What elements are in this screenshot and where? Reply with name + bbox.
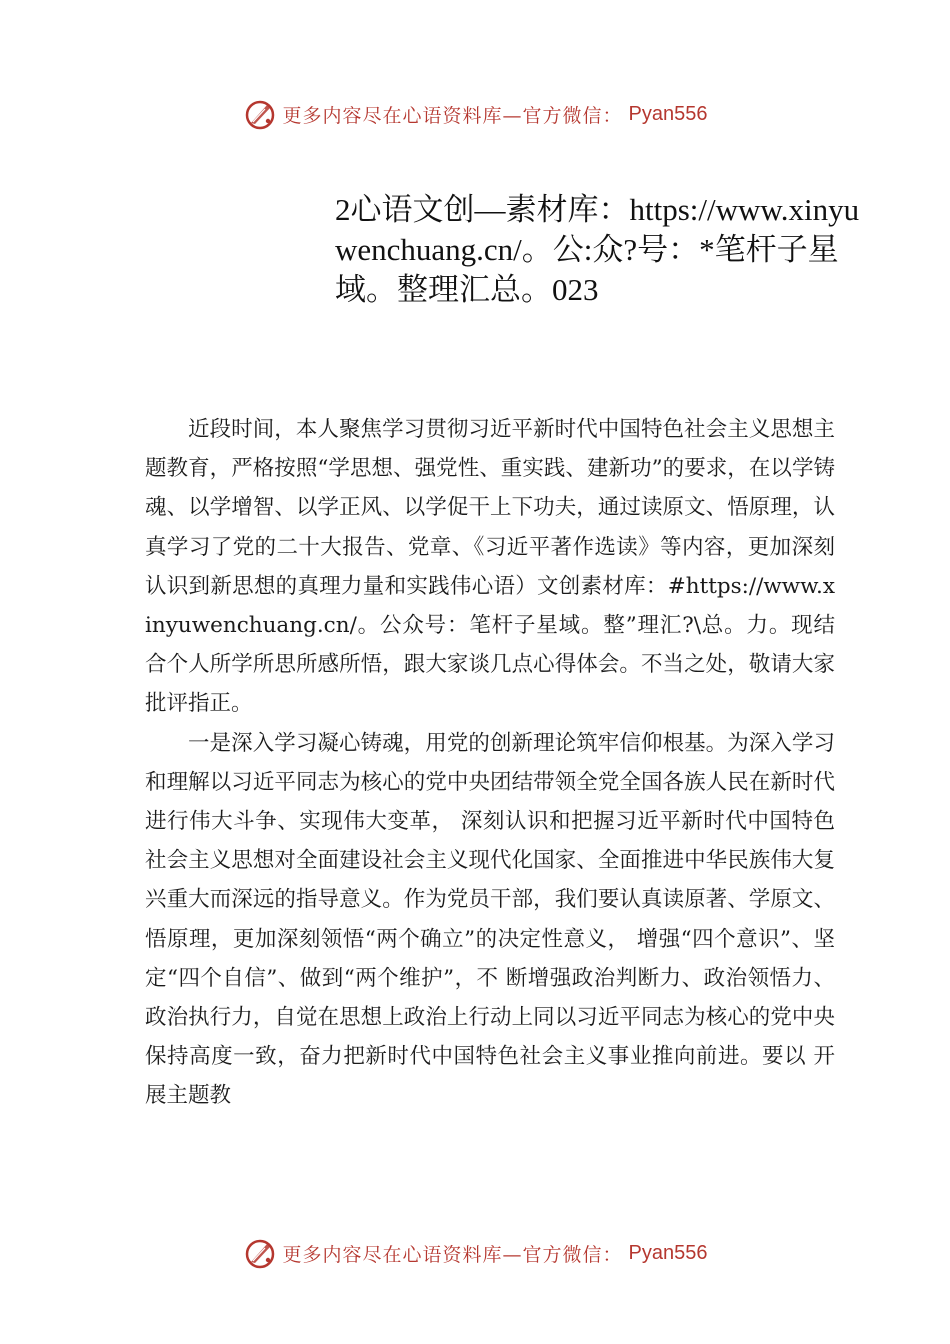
document-title: 2心语文创—素材库：https://www.xinyuwenchuang.cn/。公:众?号：*笔杆子星域。整理汇总。023: [335, 192, 860, 307]
paragraph-intro: 近段时间，本人聚焦学习贯彻习近平新时代中国特色社会主义思想主题教育，严格按照“学思想、强党性、重实践、建新功”的要求，在以学铸魂、以学增智、以学正风、以学促干上下功夫，通过读原文、悟原理，认真学习了党的二十大报告、党章、《习近平著作选读》等内容，更加深刻认识到新思想的真理力量和实践伟心语）文创素材库：#https://www.xinyuwenchuang.cn/。公众号：笔杆子星域。整”理汇?\总。力。现结合个人所学所思所感所悟，跟大家谈几点心得体会。不当之处，敬请大家批评指正。: [145, 417, 835, 717]
header-banner-text: 更多内容尽在心语资料库—官方微信：: [282, 104, 623, 127]
header-wechat-id: Pyan556: [628, 102, 708, 125]
footer-banner: [0, 1233, 950, 1273]
paragraph-point-one: 一是深入学习凝心铸魂，用党的创新理论筑牢信仰根基。为深入学习和理解以习近平同志为核心的党中央团结带领全党全国各族人民在新时代进行伟大斗争、实现伟大变革， 深刻认识和把握习近平新时代中国特色社会主义思想对全面建设社会主义现代化国家、全面推进中华民族伟大复兴重大而深远的指导意义。作为党员干部，我们要认真读原著、学原文、悟原理，更加深刻领悟“两个确立”的决定性意义， 增强“四个意识”、坚定“四个自信”、做到“两个维护”，不 断增强政治判断力、政治领悟力、政治执行力，自觉在思想上政治上行动上同以习近平同志为核心的党中央保持高度一致，奋力把新时代中国特色社会主义事业推向前进。要以 开展主题教: [145, 730, 835, 1109]
document-body: [145, 410, 835, 1116]
footer-wechat-id: Pyan556: [628, 1241, 708, 1264]
quill-logo-icon: [243, 1236, 277, 1270]
header-banner: [0, 94, 950, 134]
quill-logo-icon: [243, 97, 277, 131]
footer-banner-text: 更多内容尽在心语资料库—官方微信：: [282, 1243, 623, 1266]
